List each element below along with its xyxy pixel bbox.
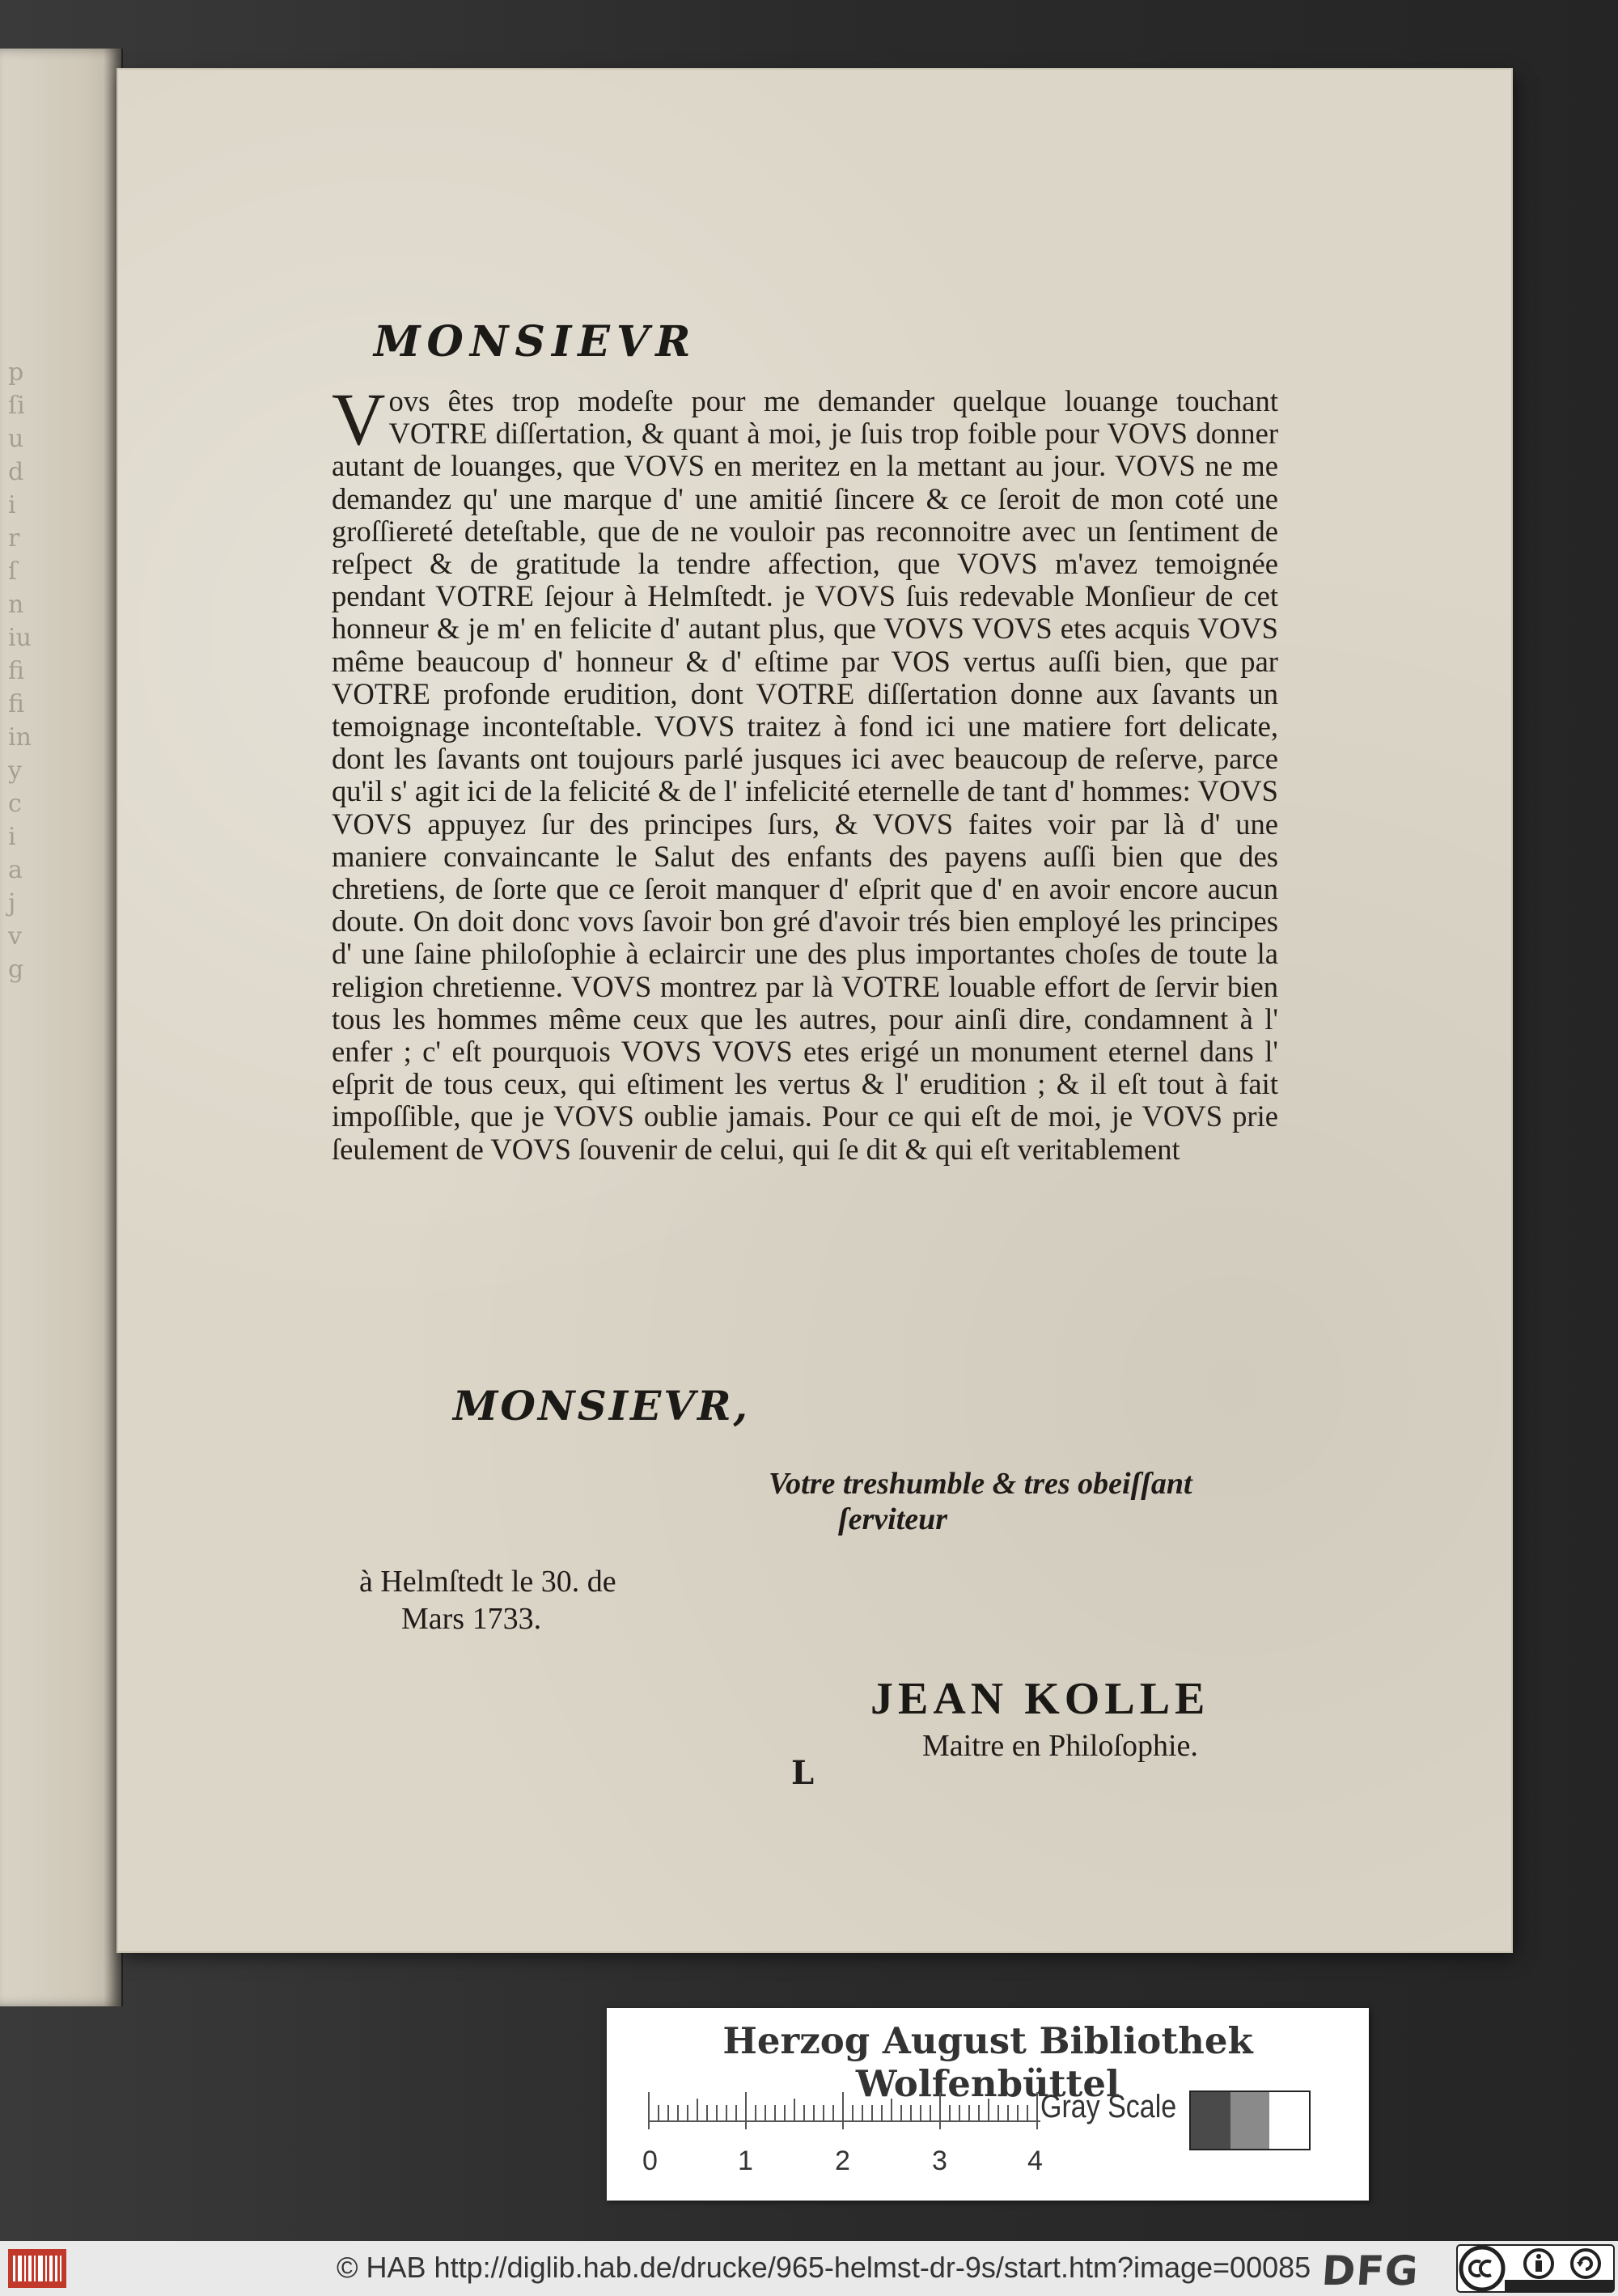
author-name: JEAN KOLLE (870, 1674, 1210, 1724)
gray-swatch-white (1269, 2092, 1309, 2149)
ruler-number-1: 1 (738, 2146, 753, 2176)
place-date (359, 1563, 699, 1637)
signature-formula-line1: Votre treshumble & tres obeiſſant (769, 1467, 1192, 1501)
ruler-number-3: 3 (932, 2146, 947, 2176)
signature-formula (769, 1466, 1286, 1537)
document-page (118, 70, 1511, 1951)
copyright-url-link[interactable]: © HAB http://diglib.hab.de/drucke/965-helmst-dr-9s/start.htm?image=00085 (337, 2251, 1311, 2284)
letter-heading: MONSIEVR (374, 317, 697, 366)
gray-scale-label: Gray Scale (1040, 2089, 1177, 2124)
author-title: Maitre en Philoſophie. (922, 1729, 1198, 1763)
place-date-line1: à Helmſtedt le 30. de (359, 1565, 616, 1599)
card-title: Herzog August Bibliothek Wolfenbüttel (722, 2019, 1253, 2105)
closing-salutation: MONSIEVR, (453, 1382, 750, 1430)
gray-swatch-dark (1191, 2092, 1230, 2149)
signature-formula-line2: ſerviteur (838, 1502, 948, 1536)
scale-ruler (642, 2089, 1068, 2178)
gathering-signature-mark: L (791, 1754, 815, 1792)
color-target-card (607, 2008, 1369, 2201)
cc-by-sa-license-icon[interactable] (1456, 2244, 1615, 2293)
gray-swatch-mid (1230, 2092, 1270, 2149)
barcode-icon (8, 2249, 66, 2288)
ruler-number-4: 4 (1027, 2146, 1043, 2176)
footer-bar (0, 2241, 1618, 2296)
ruler-number-0: 0 (642, 2146, 658, 2176)
place-date-line2: Mars 1733. (401, 1602, 542, 1636)
letter-body: Vovs êtes trop modeſte pour me demander quelque louange touchant VOTRE diſſertation, & quant à moi, je ſuis trop foible pour VOVS donner autant de louanges, que VOVS en meritez en la mettant au jour. VOVS ne me demandez qu' une marque d' une amitié ſincere & ce ſeroit de mon coté une groſſiereté deteſtable, que de ne vouloir pas reconnoitre avec un ſentiment de reſpect & de gratitude la tendre affection, que VOVS m'avez temoignée pendant VOTRE ſejour à Helmſtedt. je VOVS ſuis redevable Monſieur de cet honneur & je m' en felicite d' autant plus, que VOVS VOVS etes acquis VOVS même beaucoup d' honneur & d' eſtime par VOS vertus auſſi bien, que par VOTRE profonde erudition, dont VOTRE diſſertation donne aux ſavants un temoignage inconteſtable. VOVS traitez à fond ici une matiere fort delicate, dont les ſavants ont toujours parlé jusques ici avec beaucoup de reſerve, parce qu'il s' agit ici de la felicité & de l' infelicité eternelle de tant d' hommes: VOVS VOVS appuyez ſur des principes ſurs, & VOVS faites voir par là d' une maniere convaincante le Salut des enfants des payens auſſi bien que des chretiens, de ſorte que ce ſeroit manquer d' eſprit que d' en avoir encore aucun doute. On doit donc vovs ſavoir bon gré d'avoir trés bien employé les principes d' une ſaine philoſophie à eclaircir une des plus importantes choſes de toute la religion chretienne. VOVS montrez par là VOTRE louable effort de ſervir bien tous les hommes même ceux que les autres, pour ainſi dire, condamnent à l' enfer ; c' eſt pourquois VOVS VOVS etes erigé un monument eternel dans l' eſprit de tous ceux, qui eſtiment les vertus & l' erudition ; & il eſt tout à fait impoſſible, que je VOVS oublie jamais. Pour ce qui eſt de moi, je VOVS prie ſeulement de VOVS ſouvenir de celui, qui ſe dit & qui eſt veritablement (332, 378, 1278, 1166)
ruler-number-2: 2 (835, 2146, 850, 2176)
dfg-logo: DFG (1319, 2247, 1421, 2294)
adjacent-page-show-through: p ſi u d i r ſ n iu fi fi in y c i a j v g (8, 358, 32, 984)
gray-scale-swatches (1189, 2091, 1311, 2150)
